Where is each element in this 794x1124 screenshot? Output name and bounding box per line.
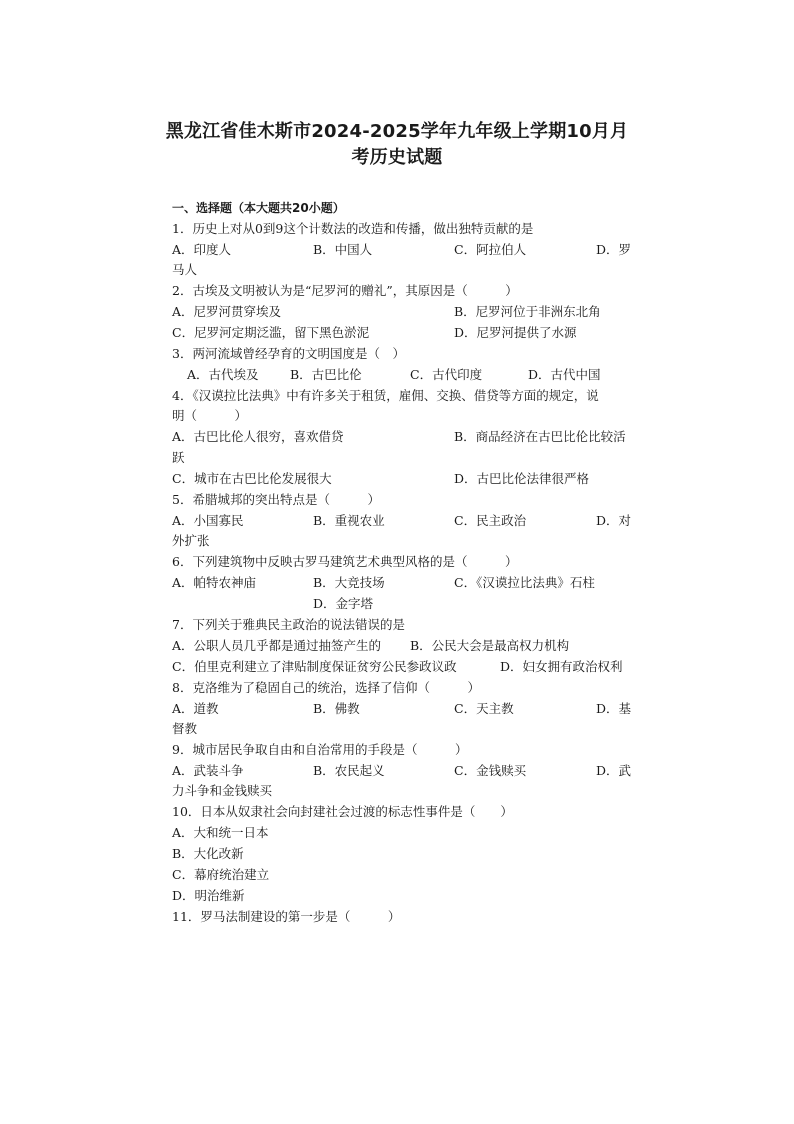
q9-option-b: B．农民起义	[313, 763, 385, 778]
q8-option-d: D．基	[596, 701, 632, 716]
q6-option-c: C．《汉谟拉比法典》石柱	[454, 575, 595, 590]
q5-option-d: D．对	[596, 513, 632, 528]
q6-option-b: B．大竞技场	[313, 575, 385, 590]
q3-option-c: C．古代印度	[410, 367, 483, 382]
q10-option-b: B．大化改新	[172, 846, 244, 861]
question-10: 10．日本从奴隶社会向封建社会过渡的标志性事件是（ ）	[172, 804, 513, 819]
q6-option-a: A．帕特农神庙	[172, 575, 257, 590]
q3-option-a: A．古代埃及	[187, 367, 259, 382]
question-1: 1．历史上对从0到9这个计数法的改造和传播，做出独特贡献的是	[172, 221, 534, 236]
q10-option-c: C．幕府统治建立	[172, 867, 270, 882]
question-11: 11．罗马法制建设的第一步是（ ）	[172, 909, 401, 924]
q8-option-d-cont: 督教	[172, 721, 198, 736]
section-heading: 一、选择题（本大题共20小题）	[172, 201, 345, 215]
q1-option-b: B．中国人	[313, 242, 373, 257]
question-9: 9．城市居民争取自由和自治常用的手段是（ ）	[172, 742, 468, 757]
q7-option-d: D．妇女拥有政治权利	[500, 659, 623, 674]
question-4: 4．《汉谟拉比法典》中有许多关于租赁，雇佣、交换、借贷等方面的规定，说	[172, 388, 599, 403]
q1-option-c: C．阿拉伯人	[454, 242, 527, 257]
q3-option-b: B．古巴比伦	[290, 367, 362, 382]
q4-option-c: C．城市在古巴比伦发展很大	[172, 471, 332, 486]
q2-option-a: A．尼罗河贯穿埃及	[172, 304, 282, 319]
q7-option-c: C．伯里克利建立了津贴制度保证贫穷公民参政议政	[172, 659, 457, 674]
q6-option-d: D．金字塔	[313, 596, 374, 611]
question-6: 6．下列建筑物中反映古罗马建筑艺术典型风格的是（ ）	[172, 554, 518, 569]
q4-option-a: A．古巴比伦人很穷，喜欢借贷	[172, 429, 344, 444]
q5-option-c: C．民主政治	[454, 513, 527, 528]
q4-option-b: B．商品经济在古巴比伦比较活	[454, 429, 626, 444]
page-title-line2: 考历史试题	[351, 147, 443, 168]
q9-option-c: C．金钱赎买	[454, 763, 527, 778]
q2-option-b: B．尼罗河位于非洲东北角	[454, 304, 601, 319]
q8-option-b: B．佛教	[313, 701, 360, 716]
question-5: 5．希腊城邦的突出特点是（ ）	[172, 492, 380, 507]
q10-option-d: D．明治维新	[172, 888, 245, 903]
q5-option-a: A．小国寡民	[172, 513, 244, 528]
question-4-cont: 明（ ）	[172, 408, 248, 423]
question-8: 8．克洛维为了稳固自己的统治，选择了信仰（ ）	[172, 680, 480, 695]
q3-option-d: D．古代中国	[528, 367, 601, 382]
q9-option-d-cont: 力斗争和金钱赎买	[172, 783, 273, 798]
q4-option-b-cont: 跃	[172, 450, 185, 465]
q2-option-c: C．尼罗河定期泛滥，留下黑色淤泥	[172, 325, 370, 340]
q10-option-a: A．大和统一日本	[172, 825, 269, 840]
q9-option-d: D．武	[596, 763, 632, 778]
q7-option-b: B．公民大会是最高权力机构	[410, 638, 570, 653]
q8-option-a: A．道教	[172, 701, 219, 716]
q7-option-a: A．公职人员几乎都是通过抽签产生的	[172, 638, 382, 653]
question-7: 7．下列关于雅典民主政治的说法错误的是	[172, 617, 405, 632]
question-2: 2．古埃及文明被认为是“尼罗河的赠礼”，其原因是（ ）	[172, 283, 518, 298]
page-title-line1: 黑龙江省佳木斯市2024-2025学年九年级上学期10月月	[165, 121, 629, 142]
q8-option-c: C．天主教	[454, 701, 514, 716]
q5-option-b: B．重视农业	[313, 513, 385, 528]
q1-option-d-cont: 马人	[172, 262, 198, 277]
q4-option-d: D．古巴比伦法律很严格	[454, 471, 590, 486]
q2-option-d: D．尼罗河提供了水源	[454, 325, 577, 340]
q5-option-d-cont: 外扩张	[172, 533, 210, 548]
q1-option-a: A．印度人	[172, 242, 232, 257]
q1-option-d: D．罗	[596, 242, 632, 257]
question-3: 3．两河流域曾经孕育的文明国度是（ ）	[172, 346, 405, 361]
q9-option-a: A．武装斗争	[172, 763, 244, 778]
